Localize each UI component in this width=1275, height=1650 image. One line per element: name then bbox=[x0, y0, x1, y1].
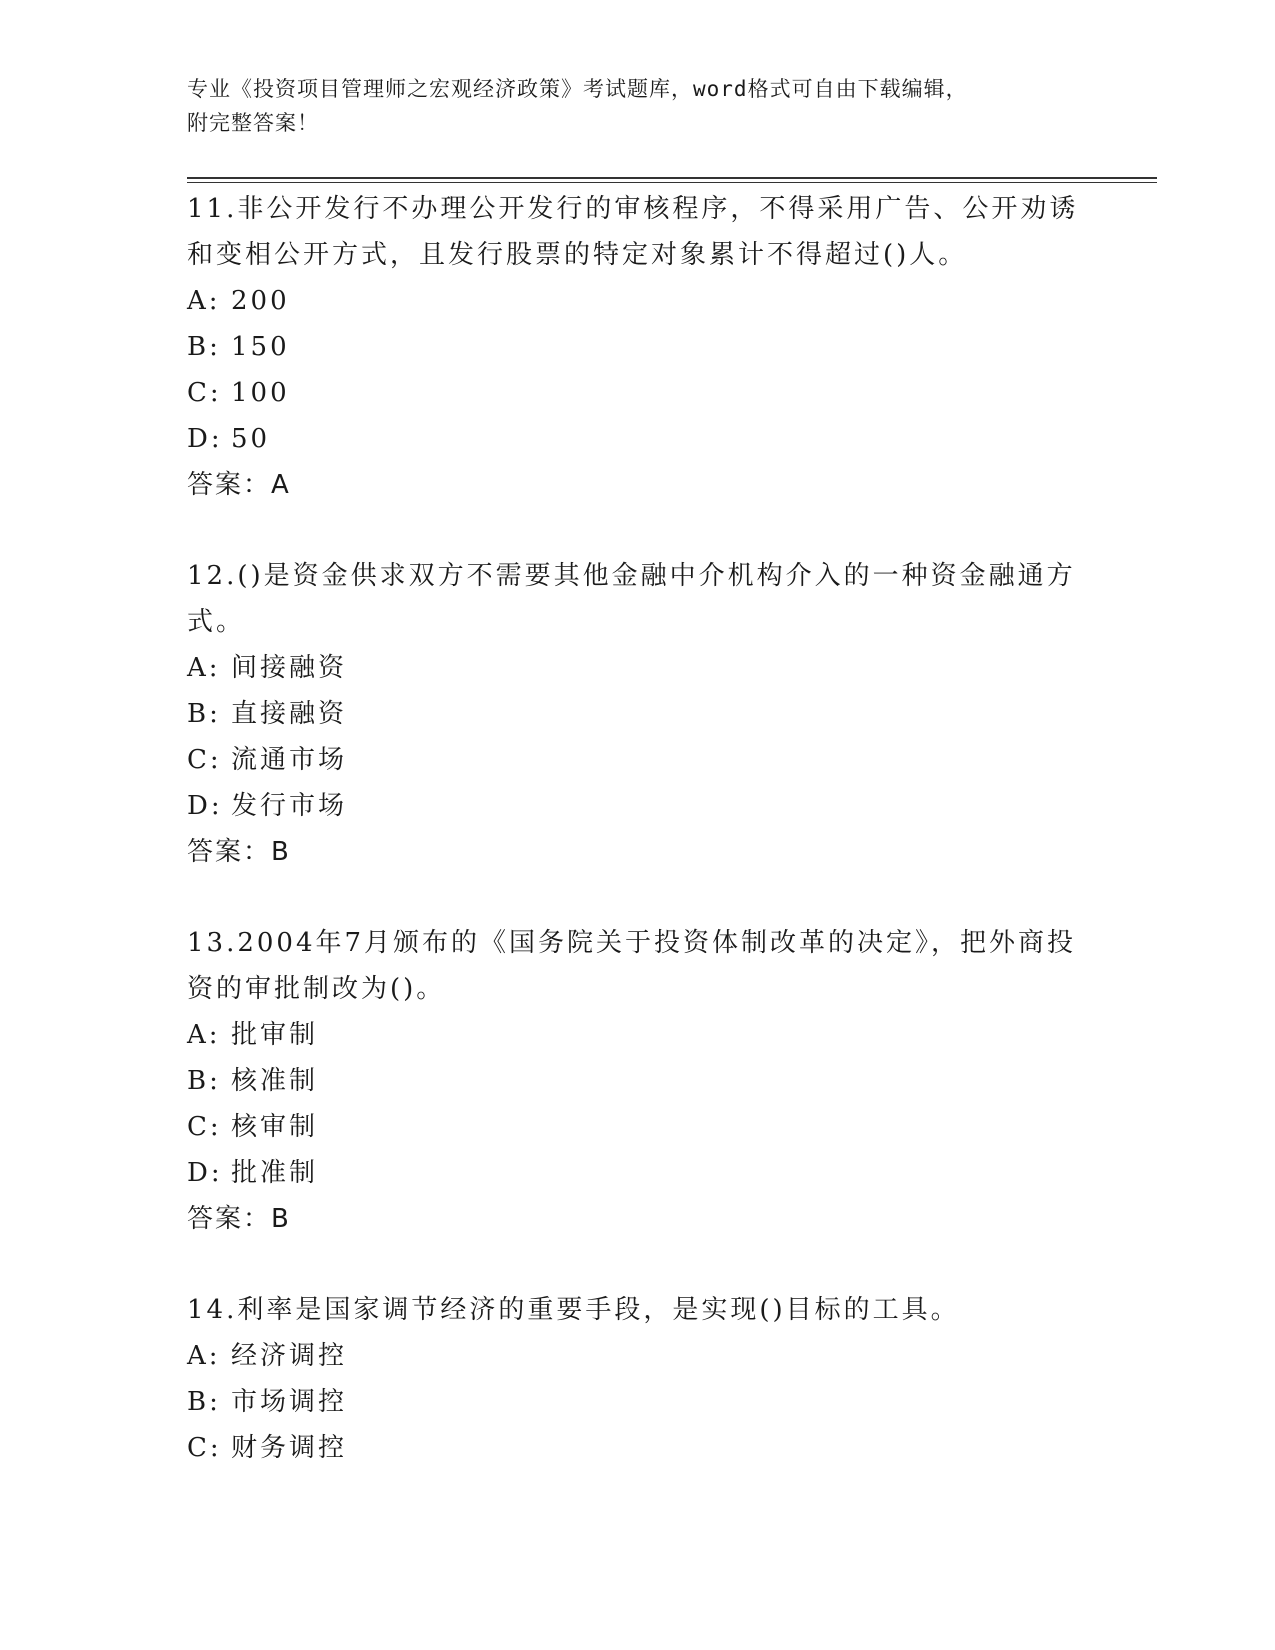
option-label: D: bbox=[187, 1158, 223, 1188]
option-c bbox=[187, 370, 1087, 416]
option-text: 50 bbox=[231, 424, 271, 454]
option-b bbox=[187, 1058, 1087, 1104]
option-b bbox=[187, 691, 1087, 737]
option-label: C: bbox=[187, 745, 222, 775]
header-line-1: 专业《投资项目管理师之宏观经济政策》考试题库，word格式可自由下载编辑， bbox=[187, 77, 968, 101]
option-label: C: bbox=[187, 378, 222, 408]
question-14 bbox=[187, 1287, 1087, 1471]
option-label: B: bbox=[187, 332, 221, 362]
option-text: 200 bbox=[231, 286, 290, 316]
option-label: B: bbox=[187, 1066, 221, 1096]
header-divider-thick bbox=[187, 177, 1157, 179]
option-text: 100 bbox=[231, 378, 290, 408]
option-a bbox=[187, 278, 1087, 324]
question-stem: 12.()是资金供求双方不需要其他金融中介机构介入的一种资金融通方式。 bbox=[187, 561, 1076, 637]
option-text: 批审制 bbox=[231, 1020, 319, 1050]
answer-line: 答案：A bbox=[187, 470, 291, 500]
option-text: 经济调控 bbox=[231, 1341, 348, 1371]
option-text: 直接融资 bbox=[231, 699, 348, 729]
option-label: C: bbox=[187, 1112, 222, 1142]
option-a bbox=[187, 1012, 1087, 1058]
option-c bbox=[187, 1425, 1087, 1471]
option-text: 核审制 bbox=[231, 1112, 319, 1142]
header-line-2: 附完整答案！ bbox=[187, 111, 319, 135]
document-header bbox=[187, 72, 1087, 140]
option-b bbox=[187, 324, 1087, 370]
option-d bbox=[187, 1150, 1087, 1196]
question-12 bbox=[187, 553, 1087, 875]
option-text: 流通市场 bbox=[231, 745, 348, 775]
question-stem: 11.非公开发行不办理公开发行的审核程序，不得采用广告、公开劝诱和变相公开方式，且发行股票的特定对象累计不得超过()人。 bbox=[187, 194, 1079, 270]
question-list bbox=[187, 186, 1087, 1471]
option-text: 财务调控 bbox=[231, 1433, 348, 1463]
option-text: 150 bbox=[231, 332, 290, 362]
option-text: 批准制 bbox=[231, 1158, 319, 1188]
option-text: 发行市场 bbox=[231, 791, 348, 821]
question-11 bbox=[187, 186, 1087, 508]
option-a bbox=[187, 1333, 1087, 1379]
option-label: B: bbox=[187, 699, 221, 729]
option-label: C: bbox=[187, 1433, 222, 1463]
option-d bbox=[187, 783, 1087, 829]
option-c bbox=[187, 737, 1087, 783]
option-c bbox=[187, 1104, 1087, 1150]
option-d bbox=[187, 416, 1087, 462]
option-label: D: bbox=[187, 424, 223, 454]
answer-line: 答案：B bbox=[187, 837, 291, 867]
option-b bbox=[187, 1379, 1087, 1425]
option-label: B: bbox=[187, 1387, 221, 1417]
option-label: A: bbox=[187, 286, 221, 316]
option-text: 市场调控 bbox=[231, 1387, 348, 1417]
option-label: A: bbox=[187, 653, 221, 683]
option-label: D: bbox=[187, 791, 223, 821]
option-text: 核准制 bbox=[231, 1066, 319, 1096]
question-13 bbox=[187, 920, 1087, 1242]
header-divider-thin bbox=[187, 182, 1157, 183]
option-label: A: bbox=[187, 1341, 221, 1371]
question-stem: 13.2004年7月颁布的《国务院关于投资体制改革的决定》，把外商投资的审批制改为()。 bbox=[187, 928, 1077, 1004]
option-text: 间接融资 bbox=[231, 653, 348, 683]
option-label: A: bbox=[187, 1020, 221, 1050]
answer-line: 答案：B bbox=[187, 1204, 291, 1234]
option-a bbox=[187, 645, 1087, 691]
question-stem: 14.利率是国家调节经济的重要手段，是实现()目标的工具。 bbox=[187, 1295, 960, 1325]
